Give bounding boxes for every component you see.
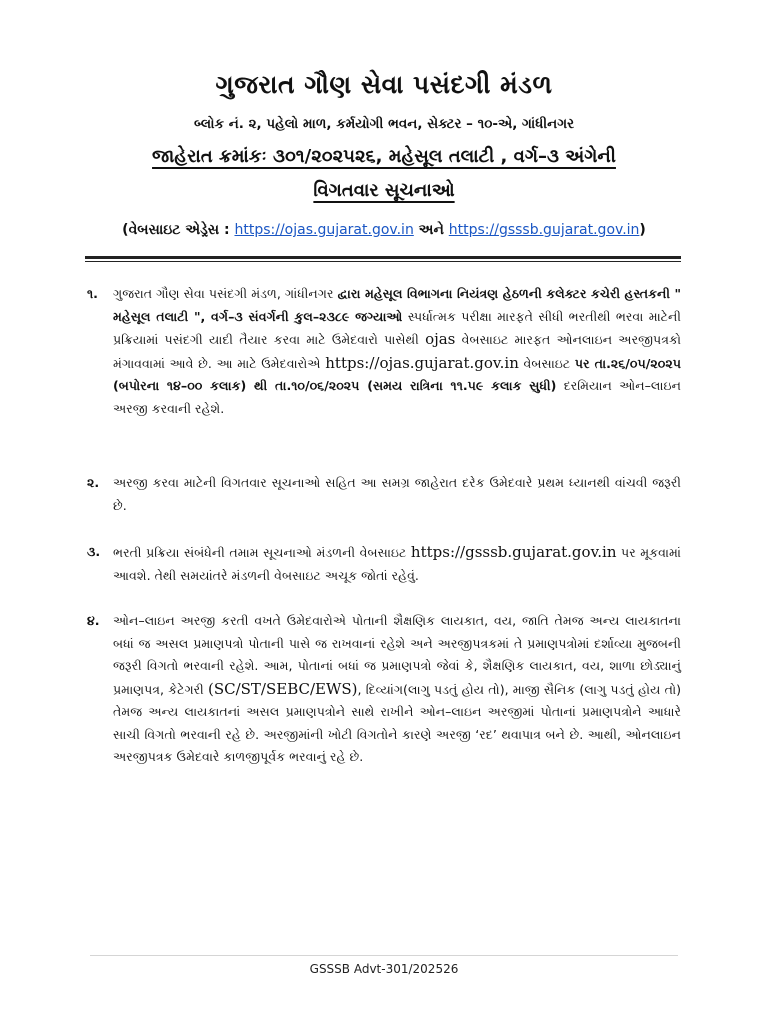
item-text: ગુજરાત ગૌણ સેવા પસંદગી મંડળ, ગાંધીનગર દ્વારા મહેસૂલ વિભાગના નિયંત્રણ હેઠળની કલેક્ટર કચેરી હસ્તકની " મહેસૂલ તલાટી ", વર્ગ–૩ સંવર્ગની કુલ–૨૩૮૯ જગ્યાઓ સ્પર્ધાત્મક પરીક્ષા મારફતે સીધી ભરતીથી ભરવા માટેની પ્રક્રિયામાં પસંદગી યાદી તૈયાર કરવા માટે ઉમેદવારો પાસેથી ojas વેબસાઇટ મારફત ઓનલાઇન અરજીપત્રકો મંગાવવામાં આવે છે. આ માટે ઉમેદવારોએ https://ojas.gujarat.gov.in વેબસાઇટ પર તા.૨૬/૦૫/૨૦૨૫ (બપોરના ૧૪–૦૦ કલાક) થી તા.૧૦/૦૬/૨૦૨૫ (સમય રાત્રિના ૧૧.૫૯ કલાક સુધી) દરમિયાન ઓન–લાઇન અરજી કરવાની રહેશે. — [113, 286, 681, 416]
instruction-item-4 — [87, 610, 681, 769]
gsssb-url: https://gsssb.gujarat.gov.in — [410, 543, 617, 561]
category-list: (SC/ST/SEBC/EWS) — [207, 679, 358, 698]
item-number: ૪. — [87, 613, 100, 628]
instruction-item-1 — [87, 283, 681, 420]
ojas-link[interactable]: https://ojas.gujarat.gov.in — [234, 222, 414, 238]
page-title: ગુજરાત ગૌણ સેવા પસંદગી મંડળ — [215, 70, 553, 99]
advertisement-number — [0, 146, 768, 167]
item-number: ૧. — [87, 286, 98, 301]
item-text: ઓન–લાઇન અરજી કરતી વખતે ઉમેદવારોએ પોતાની શૈક્ષણિક લાયકાત, વય, જાતિ તેમજ અન્ય લાયકાતના બધાં જ અસલ પ્રમાણપત્રો પોતાની પાસે જ રાખવાનાં રહેશે અને અરજીપત્રકમાં તે પ્રમાણપત્રોમાં દર્શાવ્યા મુજબની જરૂરી વિગતો ભરવાની રહેશે. આમ, પોતાનાં બધાં જ પ્રમાણપત્રો જેવાં કે, શૈક્ષણિક લાયકાત, વય, શાળા છોડ્યાનું પ્રમાણપત્ર, કેટેગરી (SC/ST/SEBC/EWS), દિવ્યાંગ(લાગુ પડતું હોય તો), માજી સૈનિક (લાગુ પડતું હોય તો) તેમજ અન્ય લાયકાતનાં અસલ પ્રમાણપત્રોને સાથે રાખીને ઓન–લાઇન અરજીમાં પોતાનાં પ્રમાણપત્રોને આધારે સાચી વિગતો ભરવાની રહે છે. અરજીમાંની ખોટી વિગતોને કારણે અરજી ‘રદ’ થવાપાત્ર બને છે. આથી, ઓનલાઇન અરજીપત્રક ઉમેદવારે કાળજીપૂર્વક ભરવાનું રહે છે. — [113, 613, 682, 764]
footer-divider — [90, 955, 678, 956]
subtitle-text: વિગતવાર સૂચનાઓ — [313, 180, 455, 201]
header-divider-thick — [85, 256, 681, 259]
gsssb-link[interactable]: https://gsssb.gujarat.gov.in — [448, 222, 640, 238]
application-dates: પર તા.૨૬/૦૫/૨૦૨૫ (બપોરના ૧૪–૦૦ કલાક) થી તા.૧૦/૦૬/૨૦૨૫ (સમય રાત્રિના ૧૧.૫૯ કલાક સુધી) — [113, 355, 681, 393]
ojas-url: https://ojas.gujarat.gov.in — [325, 353, 519, 372]
website-prefix: (વેબસાઇટ એડ્રેસ : — [122, 222, 235, 238]
subtitle — [0, 180, 768, 201]
website-and: અને — [413, 222, 449, 238]
office-address: બ્લોક નં. ૨, પહેલો માળ, કર્મયોગી ભવન, સેક્ટર – ૧૦-એ, ગાંધીનગર — [193, 116, 575, 132]
header-divider-thin — [85, 261, 681, 262]
item-number: ૨. — [87, 475, 100, 490]
advertisement-number-text: જાહેરાત ક્રમાંકઃ ૩૦૧/૨૦૨૫૨૬, મહેસૂલ તલાટી , વર્ગ–૩ અંગેની — [152, 146, 616, 167]
item-number: ૩. — [87, 544, 101, 559]
website-address — [0, 222, 768, 238]
item-text: ભરતી પ્રક્રિયા સંબંધેની તમામ સૂચનાઓ મંડળની વેબસાઇટ https://gsssb.gujarat.gov.in પર મૂકવામાં આવશે. તેથી સમયાંતરે મંડળની વેબસાઇટ અચૂક જોતાં રહેવું. — [113, 543, 681, 583]
website-suffix: ) — [639, 222, 646, 238]
instruction-item-2 — [87, 472, 681, 517]
page-footer: GSSSB Advt-301/202526 — [309, 962, 459, 976]
instruction-item-3 — [87, 541, 681, 587]
item-text: અરજી કરવા માટેની વિગતવાર સૂચનાઓ સહિત આ સમગ્ર જાહેરાત દરેક ઉમેદવારે પ્રથમ ધ્યાનથી વાંચવી જરૂરી છે. — [113, 475, 681, 513]
